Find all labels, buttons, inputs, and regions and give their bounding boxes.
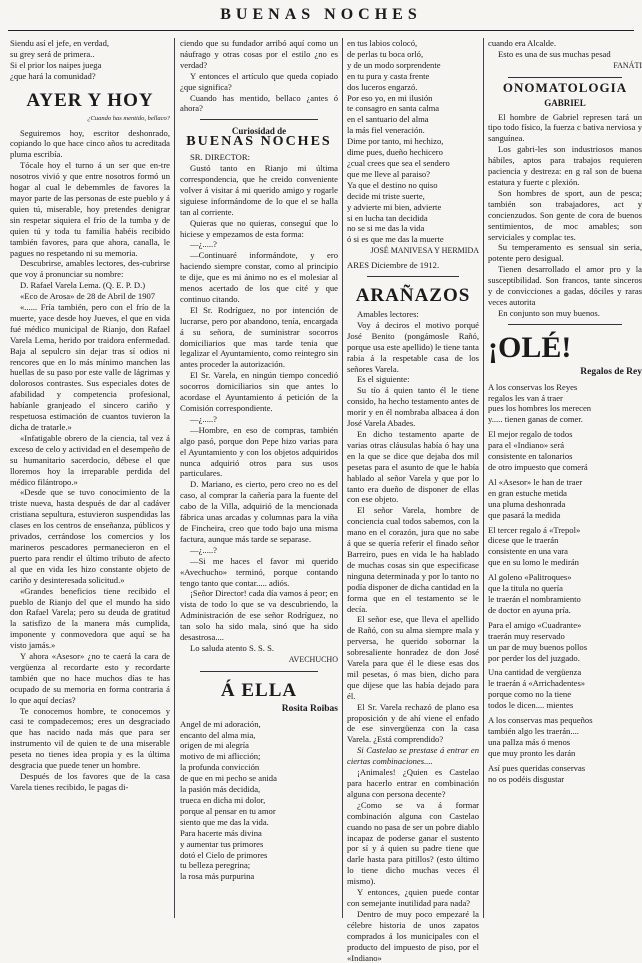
opening-verse [10,38,170,82]
paragraph: Después de los favores que de la casa Varela tienes recibido, le pagas di- [10,771,170,792]
paragraph: ciendo que su fundador arribó aquí como un náufrago y otras cosas por el estilo ¿no es verdad? [180,38,338,70]
signature-fanatico: FANÁTI [613,60,642,70]
verse-line: su grey será de primera.. [10,48,95,59]
verse-line: y..... tienen ganas de comer. [488,414,583,425]
poem-line: dos luceros engarzó. [347,81,418,92]
subhead: ¿Cuando has mentido, bellaco? [87,114,170,122]
paragraph: Su temperamento es sensual sin seria, potente pero desigual. [488,242,642,264]
paragraph: Y entonces, ¿quien puede contar con semejante inutilidad para nada? [347,887,479,908]
poem-line: dotó el Cielo de primores [180,849,268,860]
poem-line: en tu pura y casta frente [347,70,430,81]
paragraph: Esto es una de sus muchas pesad [498,48,611,59]
salutation: SR. DIRECTOR: [190,152,251,163]
paragraph: ¿Como se va á formar combinación alguna con Castelao cuando no pasa de ser un pobre diablo incapaz de poderse ganar el sustento por sí y á quien su padre tiene que darle hasta para pitillos? (esto último lo tiene dicho muchas veces él mismo). [347,799,479,887]
paragraph: Y ahora «Asesor» ¿no te caerá la cara de vergüenza al recordarte esto y recordarte también que no hace muchos días te has ocupado de su memoria en forma contraria á lo que aquí decías? [10,651,170,705]
verse-line: A los conservas mas pequeños [488,715,593,726]
poem-line: y aumentar tus primores [180,838,264,849]
verse-line: que pasará la medida [488,509,561,520]
paragraph: Descubrirse, amables lectores, des-cubrirse que voy á pronunciar su nombre: [10,258,170,280]
verse-line: una pluma deshonrada [488,498,566,509]
verse-line: un par de muy buenos pollos [488,641,588,652]
verse-line: también algo les traerán.... [488,725,579,736]
paragraph: Si Castelao se prestase á entrar en ciertas combinaciones.... [347,745,479,767]
poem-line: Angel de mi adoración, [180,718,261,729]
divider [508,77,622,78]
poem-continued [347,38,479,245]
poem-line: si en lucha tan decidida [347,212,428,223]
paragraph: —Si me haces el favor mi querido «Avechucho» terminó, porque contando tengo tanto que contar..... adiós. [180,555,338,588]
paragraph: El Sr. Varela rechazó de plano esa proposición y de ahí viene el enfado de ese sinvergüenza con la casa Varela. ¿Está comprendido? [347,701,479,745]
paragraph: Cuando has mentido, bellaco ¿antes ó ahora? [180,92,338,114]
masthead-title: BUENAS NOCHES [220,6,422,23]
poem-line: siento que me das la vida. [180,816,269,827]
verse-line: traerán muy reservado [488,630,565,641]
verse-line: que en su lomo le medirán [488,557,579,568]
byline-gabriel: GABRIEL [544,97,586,108]
verse-line: Siendu así el jefe, en verdad, [10,38,110,48]
divider [200,671,318,672]
verse-line: Así pues queridas conservas [488,762,586,773]
poem-line: en tus labios colocó, [347,38,418,48]
poem-line: Dime por tanto, mi hechizo, [347,136,444,147]
poem-title-a-ella: Á ELLA [220,679,298,701]
verse-line: dicese que le traerán [488,535,559,546]
paragraph: Lo saluda atento S. S. S. [190,642,275,653]
paragraph: Y entonces el artículo que queda copiado ¿que significa? [180,70,338,92]
verse-line: Una cantidad de vergüenza [488,667,582,678]
verse-line: en gran estuche metida [488,487,567,498]
verse-line: A los conservas los Reyes [488,381,578,392]
poem-line: de que en mi pecho se anida [180,773,277,784]
paragraph: Tienen desarrollado el amor pro y la susceptibilidad. Son francos, tante sinceros y de convicciones a gadas, dóciles y raras veces autorita [488,264,642,307]
verse-line: todos le dicen.... mientes [488,700,574,711]
poem-line: la rosa más purpurina [180,871,255,882]
verse-line: por perder los del juzgado. [488,652,580,663]
paragraph: Amables lectores: [357,309,419,320]
column-rule [342,38,343,918]
column-1 [10,38,170,918]
paragraph: cuando era Alcalde. [488,38,556,48]
verse-line: consistente en talonarios [488,451,573,462]
paragraph: Gustó tanto en Rianjo mi última correspondencia, que he creido conveniente volver á visitar á mi querido amigo y rogarle siguiese informándome de lo que el se halla tan al corriente. [180,163,338,217]
verse-line: El tercer regalo á «Trepol» [488,524,581,535]
paragraph: «Grandes beneficios tiene recibido el pueblo de Rianjo del que el mundo ha sido don Rafael Varela; pero su deuda de gratitud la satisfizo de la manera más cumplida, imponente y conmovedora que aquí se ha visto jamás.» [10,585,170,651]
poem-line: porque al pensar en tu amor [180,805,276,816]
poem-line: motivo de mi aflicción; [180,751,261,762]
paragraph: —¿.....? [190,544,217,555]
verse-line: no os podéis disgustar [488,773,565,784]
headline-onomatologia: ONOMATOLOGIA [502,79,628,95]
poem-line: encanto del alma mia, [180,729,256,740]
poem-line: Por eso yo, en mi ilusión [347,92,433,103]
verse-line: pues los hombres los merecen [488,403,592,414]
verse-line: de doctor en ayuna pría. [488,604,571,615]
paragraph: El señor ese, que lleva el apellido de Rañó, con su alma siempre mala y perversa, he querido sobornar la sobresalientе honradez de don José Varela para que él le diese esas dos mil pesetas, ó mas bien, dicho para que dijese que las había dejado para él. [347,614,479,701]
verse-line: Para el amigo «Cuadrante» [488,619,582,630]
poem-line: de perlas tu boca orló, [347,48,424,59]
headline-aranazos: ARAÑAZOS [355,285,471,307]
paragraph: —Hombre, en eso de compras, también algo pasó, porque don Pepe hizo varias para el Ayuntamiento y con los objetos adquiridos nunca adquirió otros para sus usos particulares. [180,424,338,479]
poem-line: la profunda convicción [180,762,260,773]
poem-body [180,719,338,883]
paragraph: —¿.....? [190,239,217,250]
paragraph: «Infatigable obrero de la ciencia, tal vez á exceso de celo y actividad en el desempeño de su humanitario sacerdocio, débese el que lloremos hoy la irreparable perdida del médico filántropo.» [10,432,170,487]
poem-line: origen de mi alegría [180,740,249,751]
paragraph: Son hombres de sport, aun de pesca; también son trabajadores, act y concienzudos. Son gente de cora de buenos sentimientos, de moc amables; son serviciales y complac tes. [488,187,642,242]
paragraph: Seguiremos hoy, escritor deshonrado, copiando lo que hace cinco años tu acreditada pluma escribía. [10,127,170,160]
poem-line: decide mi triste suerte, [347,190,425,201]
paragraph: —¿.....? [190,413,217,424]
verse-line: una pallza más ó menos [488,736,571,747]
paragraph: El señor Varela, hombre de conciencia cual todos sabemos, con la mano en el corazón, jura que no sabe á que se quería referir el finado señor Barreiro, pues en vida le ha hablado de muchas cosas sin que especificase ninguna determinada y por lo tanto no podía disponer de dicha cantidad en la forma que en el testamento se le decía. [347,505,479,614]
column-3 [347,38,479,963]
ole-verses [488,382,642,785]
verse-line: El mejor regalo de todos [488,429,573,440]
divider [508,324,622,325]
poem-line: tu belleza peregrina; [180,860,251,871]
verse-line: regalos les van á traer [488,392,563,403]
masthead [8,6,634,31]
poem-line: trueca en dicha mi dolor, [180,795,266,805]
paragraph: El hombre de Gabriel represen tará un tipo todo físico, la fuerza c bativa nerviosa y sanguínea. [488,111,642,144]
poem-line: la más fiel veneración. [347,125,425,136]
paragraph: Voy á deciros el motivo porqué José Benito (pongámosle Rañó, porque usa este apellido) le tiene tanta rabia á la respetable casa de los señores Varela. [347,319,479,374]
poem-line: en el santuario del alma [347,114,429,125]
column-rule [174,38,175,918]
poem-line: ¿cual crees que sea el sendero [347,157,450,168]
paragraph: Te conocemos hombre, te conocemos y casi te compadecemos; eres un desgraciado que has nacido nada más que para ser instrumento vil de quien te de una miserable peseta no tienes idea propia y es la última desgracia que puede tener un hombre. [10,705,170,771]
poem-line: ó si es que me das la muerte [347,234,444,245]
poem-line: dime pues, dueño hechicero [347,147,443,158]
paragraph: ¡Animales! ¿Quien es Castelao para hacerlo entrar en combinación alguna con persona decente? [347,767,479,799]
paragraph: El Sr. Rodríguez, no por intención de lucrarse, pero por abandono, tenía, encargada á su señora, de suministrar socorros domiciliarios que mas tarde tenia que legalizar el Ayuntamiento, como reintegro sin antes proceder la autorización. [180,304,338,370]
verse-line: que la titula no quería [488,583,563,594]
verse-line: le traerán á «Arrichadentes» [488,678,586,689]
headline-buenas-noches: BUENAS NOCHES [186,134,332,150]
poem-line: y advierte mi bien, advierte [347,201,442,212]
poem-signature: JOSÉ MANIVESA Y HERMIDA [370,246,479,256]
signature-avechucho: AVECHUCHO [288,654,338,664]
verse-line: que muy pronto les darán [488,747,576,758]
verse-line: de otro impuesto que comerá [488,462,588,472]
ole-subtitle: Regalos de Rey [580,366,642,377]
paragraph: En conjunto son muy buenos. [498,307,600,318]
paragraph: Quieras que no quieras, conseguí que lo hiciese y empezamos de esta forma: [180,217,338,239]
paragraph: «Desde que se tuvo conocimiento de la triste nueva, hasta después de dar al cadáver cristiana sepultura, estuvieron suspendidas las clases en los centros de enseñanza, públicos y privados, cerrándose los comercios y los marineros pescadores permanecieron en el puerto para rendir el último tributo de afecto al que en vida les hizo constante objeto de cariño y desinteresada solicitud.» [10,487,170,585]
columns [0,38,642,963]
column-rule [483,38,484,918]
paragraph: D. Rafael Varela Lema. (Q. E. P. D.) [20,280,146,291]
column-2 [180,38,338,918]
poem-line: Para hacerte más divina [180,827,262,838]
verse-line: ¿que hará la comunidad? [10,70,96,81]
verse-line: consistente en una vara [488,546,568,557]
paragraph: Es el siguiente: [357,374,410,385]
kicker: Curiosidad de [231,126,287,137]
poem-line: que me lleve al paraiso? [347,168,431,179]
headline-ole: ¡OLÉ! [488,330,572,364]
paragraph: En dicho testamento aparte de varias otras cláusulas había ó hay una en la que se dice que dejaba dos mil pesetas para el asunto de que le había hablado al señor Varela y que por lo tanto era dueño de disponer de ellas con ese objeto. [347,429,479,505]
paragraph: Los gabri-les son industriosos manos hábiles, aptos para trabajos requieren paciencia y destreza: en g ral son de buena estatura y fuerte c plexión. [488,144,642,187]
column-4 [488,38,642,918]
paragraph: Su tío á quien tanto él le tiene consido, ha hecho testamento antes de morir y en él nombraba albacea á don José Varela Abades. [347,385,479,429]
verse-line: Al goleno «Palitroques» [488,572,572,583]
divider [200,119,318,120]
paragraph: D. Mariano, es cierto, pero creo no es del caso, al comprar la cañería para la fuente del cabo de la Villa, adquirió de la mencionada fábrica unas arcadas y columnas para la viña de Fincheira, creo que todo bajo una misma factura, aunque más tarde se separase. [180,479,338,544]
poem-author: Rosita Roibas [281,703,338,714]
paragraph: Dentro de muy poco empezaré la célebre historia de unos zapatos comprados á los municipales con el producto del impuesto de piso, por el «Indiano» [347,908,479,963]
paragraph: «...... Fría también, pero con el frío de la muerte, yace desde hoy Jueves, el que en vida fué médico municipal de Rianjo, don Rafael Varela Lema, herido por traidora enfermedad. Baja al sepulcro sin dejar tras sí odios ni rencores que en lo más mínimo manchen las huellas de su paso por este valle de lágrimas y dolorosos contrastes. Sus especiales dotes de afabilidad y competencia profesional, habíanle granjeado el sincero cariño y respetuosa estimación de cuantos tuvieron la dicha de tratarle.» [10,302,170,432]
verse-line: Al «Asesor» le han de traer [488,476,583,487]
divider [367,276,459,277]
poem-place-date: ARES Diciembre de 1912. [347,260,440,271]
paragraph: —Continuaré informándote, y ero haciendo siempre constar, como al principio te dije, que es mi ánimo no es el molesiar al menos acertado de los que cité y que continuo citando. [180,250,338,304]
poem-line: y de un modo sorprendente [347,59,441,70]
paragraph: ¡Señor Director! cada día vamos á peor; en vista de todo lo que se va descubriendo, la Administración de ese señor Rodríguez, no tan solo ha sido mala, sinó que ha sido desastrosa.... [180,588,338,643]
poem-line: Ya que el destino no quiso [347,179,438,190]
paragraph: El Sr. Varela, en ningún tiempo concedió socorros domiciliarios sin que antes lo acordase el Ayuntamiento á petición de la Comisión correspondiente. [180,370,338,413]
verse-line: Si el prior los naipes juega [10,59,102,70]
poem-line: la pasión más decidida, [180,784,261,795]
verse-line: le traerán el nombramiento [488,593,581,604]
verse-line: para el «Indiano» será [488,440,565,451]
poem-line: no se si me das la vida [347,223,425,234]
paragraph: Tócale hoy el turno á un ser que en-tre nosotros vivió y que entre nosotros formó un hogar al cual le debemmles de favores la mayor parte de las personas de este pueblo y á quien tú, miserable, hoy pretendes denigrar sin respetar siquiera el frío de la tumba y de quien tú y toda tu familia habéis recibido también favores, para que ahora, canalla, le pagues no respetando ni su memoria. [10,160,170,258]
verse-line: porque como no la tiene [488,689,572,700]
poem-line: te consagro en santa calma [347,103,440,114]
headline-ayer-y-hoy: AYER Y HOY [26,89,154,111]
paragraph: «Eco de Arosa» de 28 de Abril de 1907 [20,291,156,302]
